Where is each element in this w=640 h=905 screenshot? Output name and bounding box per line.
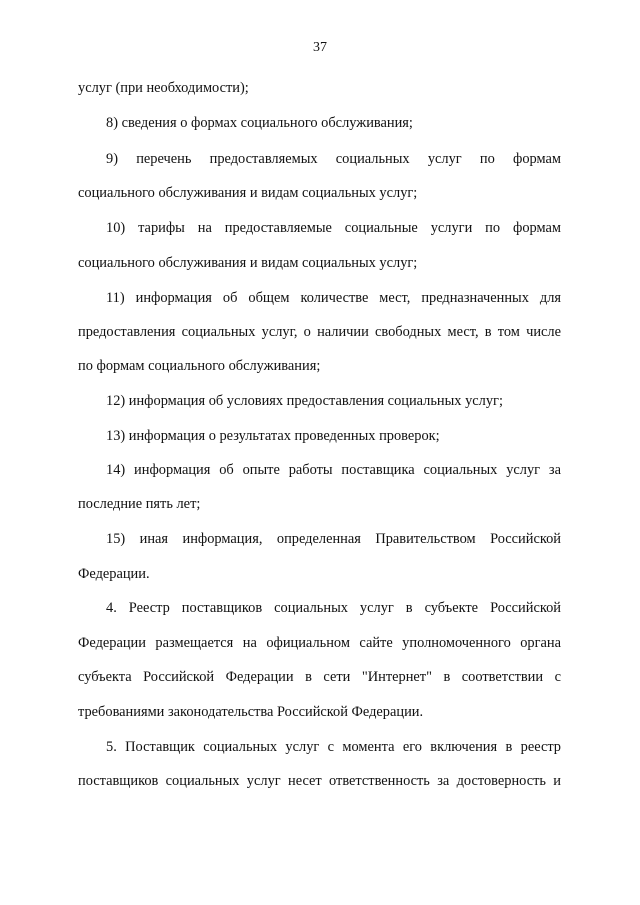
text-line: субъекта Российской Федерации в сети "Интернет" в соответствии с bbox=[78, 669, 561, 685]
text-line: поставщиков социальных услуг несет ответственность за достоверность и bbox=[78, 773, 561, 789]
text-line: Федерации размещается на официальном сайте уполномоченного органа bbox=[78, 635, 561, 651]
text-line: 14) информация об опыте работы поставщика социальных услуг за bbox=[106, 462, 561, 478]
text-line: услуг (при необходимости); bbox=[78, 80, 249, 96]
text-line: 5. Поставщик социальных услуг с момента его включения в реестр bbox=[106, 739, 561, 755]
text-line: требованиями законодательства Российской Федерации. bbox=[78, 704, 424, 720]
text-line: 13) информация о результатах проведенных проверок; bbox=[106, 428, 440, 444]
text-line: 12) информация об условиях предоставления социальных услуг; bbox=[106, 393, 503, 409]
page-number: 37 bbox=[313, 40, 327, 55]
text-line: 9) перечень предоставляемых социальных услуг по формам bbox=[106, 151, 561, 167]
text-line: 8) сведения о формах социального обслуживания; bbox=[106, 115, 413, 131]
text-line: 10) тарифы на предоставляемые социальные услуги по формам bbox=[106, 220, 561, 236]
text-line: последние пять лет; bbox=[78, 496, 201, 512]
text-line: предоставления социальных услуг, о наличии свободных мест, в том числе bbox=[78, 324, 561, 340]
text-line: 4. Реестр поставщиков социальных услуг в субъекте Российской bbox=[106, 600, 561, 616]
text-line: социального обслуживания и видам социальных услуг; bbox=[78, 255, 418, 271]
text-line: 15) иная информация, определенная Правительством Российской bbox=[106, 531, 561, 547]
text-line: социального обслуживания и видам социальных услуг; bbox=[78, 185, 418, 201]
text-line: 11) информация об общем количестве мест, предназначенных для bbox=[106, 290, 561, 306]
text-line: Федерации. bbox=[78, 566, 150, 582]
text-line: по формам социального обслуживания; bbox=[78, 358, 321, 374]
